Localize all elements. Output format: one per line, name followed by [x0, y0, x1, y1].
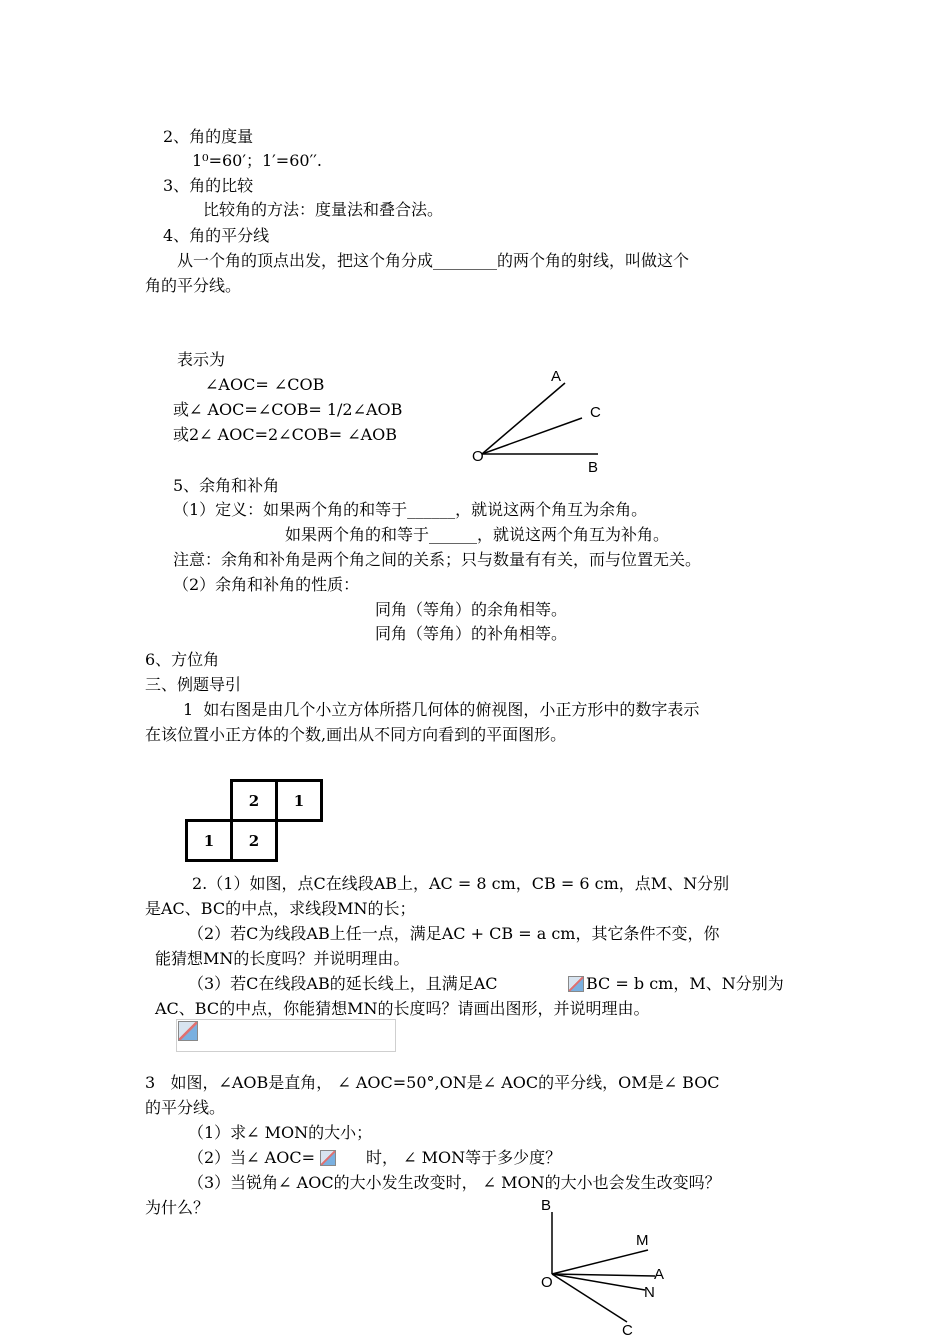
- example2-line6: AC、BC的中点，你能猜想MN的长度吗？请画出图形，并说明理由。: [155, 999, 650, 1018]
- complementary-definition: （1）定义：如果两个角的和等于______，就说这两个角互为余角。: [173, 500, 648, 519]
- example1-line1: 1 如右图是由几个小立方体所搭几何体的俯视图，小正方形中的数字表示: [183, 700, 700, 719]
- fig1-label-a: A: [551, 368, 562, 385]
- fig2-label-o: O: [541, 1274, 553, 1291]
- example2-line5a: （3）若C在线段AB的延长线上，且满足AC: [188, 974, 498, 993]
- example3-line1: 3 如图，∠AOB是直角， ∠ AOC=50°,ON是∠ AOC的平分线，OM是∠ BOC: [145, 1073, 720, 1092]
- notation-label: 表示为: [177, 350, 226, 369]
- heading-angle-compare: 3、角的比较: [163, 176, 254, 195]
- properties-heading: （2）余角和补角的性质：: [173, 575, 360, 594]
- bisector-definition-line1: 从一个角的顶点出发，把这个角分成________的两个角的射线，叫做这个: [177, 251, 690, 270]
- heading-bearing: 6、方位角: [145, 650, 220, 669]
- example2-line4: 能猜想MN的长度吗？并说明理由。: [155, 949, 410, 968]
- fig2-label-a: A: [654, 1266, 665, 1283]
- example1-line2: 在该位置小正方体的个数,画出从不同方向看到的平面图形。: [145, 725, 567, 744]
- example3-line2: 的平分线。: [145, 1098, 226, 1117]
- grid-cell-top-left: 2: [230, 779, 278, 822]
- notation-line1: ∠AOC= ∠COB: [205, 375, 325, 394]
- fig1-label-o: O: [472, 448, 484, 465]
- fig2-label-b: B: [541, 1197, 552, 1214]
- grid-cell-bottom-right: 2: [230, 819, 278, 862]
- supplementary-definition: 如果两个角的和等于______，就说这两个角互为补角。: [285, 525, 670, 544]
- bisector-definition-line2: 角的平分线。: [145, 276, 242, 295]
- unit-conversion: 1⁰=60′；1′=60′′.: [192, 151, 322, 170]
- notation-line3: 或2∠ AOC=2∠COB= ∠AOB: [173, 425, 398, 444]
- example3-q2a: （2）当∠ AOC=: [188, 1148, 315, 1167]
- property-complementary: 同角（等角）的余角相等。: [375, 600, 568, 619]
- heading-bisector: 4、角的平分线: [163, 226, 270, 245]
- heading-complementary: 5、余角和补角: [173, 476, 280, 495]
- example2-line1: 2.（1）如图，点C在线段AB上，AC = 8 cm，CB = 6 cm，点M、N分别: [192, 874, 730, 893]
- note-line: 注意：余角和补角是两个角之间的关系；只与数量有有关，而与位置无关。: [173, 550, 702, 569]
- property-supplementary: 同角（等角）的补角相等。: [375, 624, 568, 643]
- example2-line2: 是AC、BC的中点，求线段MN的长；: [145, 899, 416, 918]
- heading-examples: 三、例题导引: [145, 675, 242, 694]
- example2-line5b: BC = b cm，M、N分别为: [586, 974, 784, 993]
- example3-q1: （1）求∠ MON的大小；: [188, 1123, 373, 1142]
- compare-methods: 比较角的方法：度量法和叠合法。: [203, 200, 444, 219]
- heading-angle-measure: 2、角的度量: [163, 127, 254, 146]
- example3-q2b: 时， ∠ MON等于多少度？: [366, 1148, 562, 1167]
- grid-cell-top-right: 1: [275, 779, 323, 822]
- fig2-label-n: N: [644, 1284, 655, 1301]
- grid-cell-bottom-left: 1: [185, 819, 233, 862]
- fig2-label-c: C: [622, 1322, 633, 1339]
- fig1-label-c: C: [590, 404, 601, 421]
- fig2-label-m: M: [636, 1232, 649, 1249]
- example3-q3: （3）当锐角∠ AOC的大小发生改变时， ∠ MON的大小也会发生改变吗？: [188, 1173, 721, 1192]
- example3-q3-cont: 为什么？: [145, 1198, 210, 1217]
- notation-line2: 或∠ AOC=∠COB= 1/2∠AOB: [173, 400, 403, 419]
- example2-line3: （2）若C为线段AB上任一点，满足AC + CB = a cm，其它条件不变，你: [188, 924, 720, 943]
- fig1-label-b: B: [588, 459, 599, 476]
